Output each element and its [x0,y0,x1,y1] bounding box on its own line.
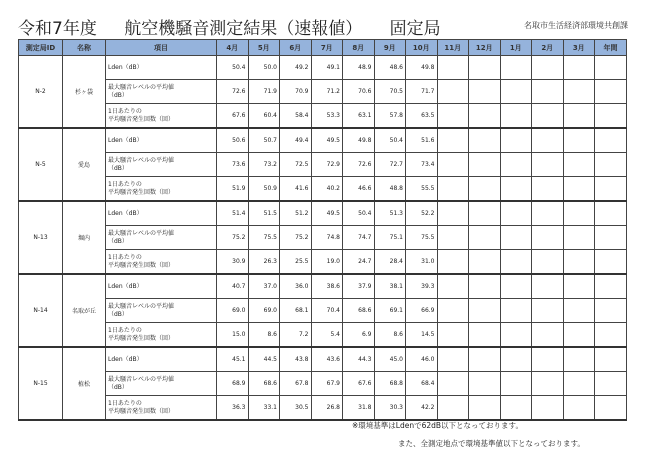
noise-measurement-table [18,39,627,421]
station-id: N-13 [19,201,63,274]
item-label-max [106,372,217,396]
value-cell [532,104,564,129]
item-label-line: （dB） [108,237,128,245]
value-cell [595,347,627,372]
value-cell: 72.6 [343,153,375,177]
column-header: 名称 [63,40,106,56]
item-label-line: 平均騒音発生回数（回） [108,407,175,415]
value-cell [437,80,469,104]
value-cell [469,347,501,372]
value-cell [500,250,532,275]
station-id: N-14 [19,274,63,347]
value-cell: 37.0 [248,274,280,299]
value-cell [595,323,627,348]
value-cell: 49.1 [311,56,343,80]
value-cell: 69.0 [248,299,280,323]
value-cell: 50.4 [374,128,406,153]
value-cell: 14.5 [406,323,438,348]
column-header: 1月 [500,40,532,56]
value-cell: 49.8 [343,128,375,153]
value-cell [469,153,501,177]
value-cell: 26.3 [248,250,280,275]
value-cell: 49.8 [406,56,438,80]
value-cell: 50.4 [343,201,375,226]
value-cell: 71.2 [311,80,343,104]
value-cell [563,128,595,153]
item-label-lden [106,128,217,153]
table-row [19,372,627,396]
value-cell [595,274,627,299]
value-cell [500,80,532,104]
item-label-count [106,323,217,348]
report-title: 航空機騒音測定結果（速報値） [124,19,363,39]
value-cell: 51.6 [406,128,438,153]
value-cell: 63.1 [343,104,375,129]
value-cell: 73.2 [248,153,280,177]
value-cell [500,274,532,299]
value-cell: 44.3 [343,347,375,372]
value-cell: 68.9 [217,372,249,396]
value-cell [500,226,532,250]
value-cell: 69.0 [217,299,249,323]
item-label-line: 1日あたりの [108,107,142,115]
value-cell: 6.9 [343,323,375,348]
value-cell [595,128,627,153]
value-cell [469,299,501,323]
station-name: 堀内 [63,201,106,274]
value-cell [532,226,564,250]
table-row [19,153,627,177]
value-cell: 58.4 [280,104,312,129]
station-name: 名取が丘 [63,274,106,347]
value-cell: 37.9 [343,274,375,299]
value-cell: 25.5 [280,250,312,275]
value-cell: 68.6 [248,372,280,396]
value-cell [595,201,627,226]
value-cell [595,104,627,129]
value-cell [595,250,627,275]
table-row [19,80,627,104]
value-cell: 40.7 [217,274,249,299]
value-cell: 33.1 [248,396,280,421]
item-label-lden [106,274,217,299]
value-cell [532,177,564,202]
station-name: 杉ヶ袋 [63,56,106,129]
table-row [19,396,627,421]
table-row [19,250,627,275]
column-header: 11月 [437,40,469,56]
value-cell: 5.4 [311,323,343,348]
value-cell: 73.6 [217,153,249,177]
table-row [19,226,627,250]
value-cell: 15.0 [217,323,249,348]
item-label-max [106,153,217,177]
column-header: 測定局ID [19,40,63,56]
value-cell [469,104,501,129]
column-header: 10月 [406,40,438,56]
value-cell: 52.2 [406,201,438,226]
value-cell: 75.2 [217,226,249,250]
note-environmental-standard: ※環境基準はLdenで62dB以下となっております。 [352,421,523,430]
value-cell: 74.8 [311,226,343,250]
item-label-line: 最大騒音レベルの平均値 [108,83,175,91]
value-cell: 44.5 [248,347,280,372]
value-cell: 43.6 [311,347,343,372]
value-cell [532,128,564,153]
item-label-line: 最大騒音レベルの平均値 [108,375,175,383]
item-label-max [106,226,217,250]
value-cell [469,56,501,80]
value-cell [500,347,532,372]
value-cell [563,56,595,80]
item-label-line: Lden（dB） [108,209,143,217]
item-label-line: 1日あたりの [108,326,142,334]
value-cell: 49.2 [280,56,312,80]
value-cell: 71.7 [406,80,438,104]
value-cell: 67.9 [311,372,343,396]
value-cell [469,177,501,202]
value-cell: 75.2 [280,226,312,250]
value-cell [563,104,595,129]
column-header: 3月 [563,40,595,56]
value-cell [500,323,532,348]
value-cell [469,201,501,226]
value-cell [563,201,595,226]
station-id: N-5 [19,128,63,201]
value-cell [437,396,469,421]
value-cell: 75.5 [406,226,438,250]
item-label-lden [106,56,217,80]
value-cell [469,323,501,348]
value-cell [437,250,469,275]
value-cell [469,80,501,104]
fiscal-year: 令和7年度 [18,19,97,39]
value-cell [469,226,501,250]
table-row [19,128,627,153]
value-cell [469,250,501,275]
value-cell: 60.4 [248,104,280,129]
table-row [19,274,627,299]
value-cell [563,177,595,202]
value-cell: 74.7 [343,226,375,250]
value-cell [437,299,469,323]
column-header: 2月 [532,40,564,56]
value-cell: 46.0 [406,347,438,372]
value-cell: 68.4 [406,372,438,396]
value-cell [469,372,501,396]
value-cell [437,153,469,177]
value-cell: 53.3 [311,104,343,129]
value-cell: 70.4 [311,299,343,323]
document-title [18,14,463,39]
value-cell: 8.6 [374,323,406,348]
value-cell: 49.5 [311,128,343,153]
value-cell: 72.7 [374,153,406,177]
value-cell: 42.2 [406,396,438,421]
value-cell: 7.2 [280,323,312,348]
value-cell [500,177,532,202]
item-label-line: （dB） [108,91,128,99]
column-header: 4月 [217,40,249,56]
value-cell [595,177,627,202]
value-cell: 72.9 [311,153,343,177]
value-cell: 68.8 [374,372,406,396]
value-cell: 41.6 [280,177,312,202]
value-cell [595,56,627,80]
value-cell [500,153,532,177]
value-cell [532,347,564,372]
value-cell: 51.9 [217,177,249,202]
table-header-row [19,40,627,56]
value-cell [532,56,564,80]
column-header: 年間 [595,40,627,56]
column-header: 8月 [343,40,375,56]
table-row [19,201,627,226]
column-header: 9月 [374,40,406,56]
value-cell: 51.4 [217,201,249,226]
value-cell: 19.0 [311,250,343,275]
value-cell [532,372,564,396]
value-cell: 51.3 [374,201,406,226]
item-label-line: 最大騒音レベルの平均値 [108,156,175,164]
value-cell: 57.8 [374,104,406,129]
item-label-line: 平均騒音発生回数（回） [108,261,175,269]
item-label-line: （dB） [108,383,128,391]
value-cell [500,372,532,396]
value-cell: 50.9 [248,177,280,202]
value-cell [437,104,469,129]
value-cell [532,274,564,299]
table-row [19,177,627,202]
value-cell [563,396,595,421]
value-cell: 8.6 [248,323,280,348]
value-cell [500,128,532,153]
table-row [19,104,627,129]
value-cell [595,372,627,396]
column-header: 項目 [106,40,217,56]
item-label-lden [106,201,217,226]
value-cell: 45.0 [374,347,406,372]
station-name: 植松 [63,347,106,420]
column-header: 6月 [280,40,312,56]
item-label-line: 1日あたりの [108,180,142,188]
value-cell: 49.4 [280,128,312,153]
value-cell [595,80,627,104]
item-label-line: 1日あたりの [108,253,142,261]
table-row [19,299,627,323]
value-cell [532,250,564,275]
value-cell: 28.4 [374,250,406,275]
value-cell [563,274,595,299]
value-cell [437,274,469,299]
value-cell: 50.6 [217,128,249,153]
station-id: N-15 [19,347,63,420]
value-cell: 45.1 [217,347,249,372]
value-cell [437,372,469,396]
value-cell [563,80,595,104]
value-cell [469,274,501,299]
value-cell: 51.2 [280,201,312,226]
value-cell [563,226,595,250]
item-label-max [106,299,217,323]
value-cell: 69.1 [374,299,406,323]
item-label-line: Lden（dB） [108,355,143,363]
value-cell: 73.4 [406,153,438,177]
value-cell: 70.9 [280,80,312,104]
value-cell: 24.7 [343,250,375,275]
value-cell [532,323,564,348]
value-cell [500,299,532,323]
value-cell [532,299,564,323]
value-cell: 30.3 [374,396,406,421]
value-cell: 72.6 [217,80,249,104]
item-label-count [106,104,217,129]
item-label-max [106,80,217,104]
value-cell [595,396,627,421]
column-header: 5月 [248,40,280,56]
value-cell [563,347,595,372]
value-cell [595,226,627,250]
station-name: 愛島 [63,128,106,201]
value-cell [469,396,501,421]
value-cell [563,323,595,348]
value-cell [563,299,595,323]
value-cell: 49.5 [311,201,343,226]
value-cell: 30.5 [280,396,312,421]
value-cell: 55.5 [406,177,438,202]
table-row [19,56,627,80]
item-label-line: Lden（dB） [108,63,143,71]
station-id: N-2 [19,56,63,129]
value-cell: 36.3 [217,396,249,421]
value-cell [437,177,469,202]
value-cell [563,372,595,396]
value-cell: 50.0 [248,56,280,80]
value-cell [437,226,469,250]
value-cell [532,153,564,177]
item-label-line: 平均騒音発生回数（回） [108,188,175,196]
column-header: 7月 [311,40,343,56]
item-label-line: Lden（dB） [108,136,143,144]
item-label-line: 1日あたりの [108,399,142,407]
value-cell: 70.6 [343,80,375,104]
value-cell: 75.1 [374,226,406,250]
value-cell: 75.5 [248,226,280,250]
item-label-line: 最大騒音レベルの平均値 [108,229,175,237]
item-label-lden [106,347,217,372]
value-cell: 40.2 [311,177,343,202]
item-label-line: Lden（dB） [108,282,143,290]
value-cell: 31.0 [406,250,438,275]
value-cell [532,396,564,421]
value-cell: 50.7 [248,128,280,153]
value-cell: 48.6 [374,56,406,80]
value-cell [500,104,532,129]
value-cell: 67.6 [217,104,249,129]
value-cell [437,128,469,153]
value-cell: 68.6 [343,299,375,323]
value-cell [563,250,595,275]
table-row [19,347,627,372]
note-all-points-compliant: また、全測定地点で環境基準値以下となっております。 [398,439,585,448]
value-cell: 72.5 [280,153,312,177]
value-cell: 48.8 [374,177,406,202]
value-cell: 31.8 [343,396,375,421]
item-label-count [106,250,217,275]
value-cell: 30.9 [217,250,249,275]
value-cell [437,56,469,80]
value-cell: 38.6 [311,274,343,299]
item-label-line: 平均騒音発生回数（回） [108,115,175,123]
item-label-count [106,177,217,202]
value-cell: 71.9 [248,80,280,104]
value-cell [437,323,469,348]
value-cell [469,128,501,153]
value-cell: 67.6 [343,372,375,396]
item-label-line: （dB） [108,164,128,172]
value-cell [500,56,532,80]
value-cell: 39.3 [406,274,438,299]
value-cell: 67.8 [280,372,312,396]
value-cell: 36.0 [280,274,312,299]
value-cell [532,80,564,104]
value-cell [563,153,595,177]
department-name: 名取市生活経済部環境共創課 [524,21,628,30]
value-cell: 66.9 [406,299,438,323]
value-cell: 38.1 [374,274,406,299]
value-cell: 43.8 [280,347,312,372]
value-cell [437,347,469,372]
value-cell: 70.5 [374,80,406,104]
table-row [19,323,627,348]
item-label-line: 平均騒音発生回数（回） [108,334,175,342]
value-cell [595,299,627,323]
value-cell [500,201,532,226]
value-cell [500,396,532,421]
value-cell [595,153,627,177]
item-label-line: 最大騒音レベルの平均値 [108,302,175,310]
value-cell: 50.4 [217,56,249,80]
item-label-count [106,396,217,421]
value-cell [532,201,564,226]
value-cell [437,201,469,226]
value-cell: 51.5 [248,201,280,226]
station-type: 固定局 [389,19,441,39]
value-cell: 46.6 [343,177,375,202]
value-cell: 63.5 [406,104,438,129]
column-header: 12月 [469,40,501,56]
value-cell: 48.9 [343,56,375,80]
value-cell: 68.1 [280,299,312,323]
item-label-line: （dB） [108,310,128,318]
value-cell: 26.8 [311,396,343,421]
